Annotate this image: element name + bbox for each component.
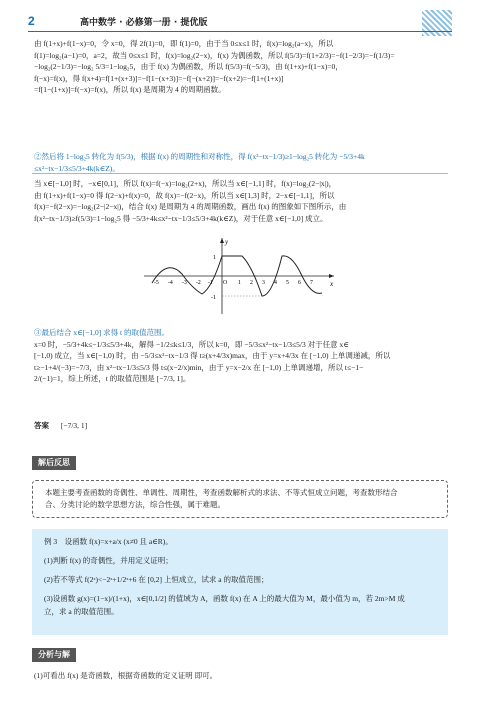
- text-line: 合、分类讨论的数学思想方法，综合性强，属于难题。: [45, 500, 225, 509]
- y-label-1: 1: [213, 255, 216, 261]
- text-line: −log₂(2−1/3)=−log₂ 5/3=1−log₂5，由于 f(x) 为偶函数，所以 f(5/3)=f(−5/3)，由 f(1+x)+f(1−x)=0，: [34, 62, 343, 71]
- text-line: 由 f(1+x)+f(1−x)=0，令 x=0，得 2f(1)=0，即 f(1)=0，由于当 0≤x≤1 时，f(x)=log₂(a−x)，所以: [34, 39, 334, 48]
- text-line: =f[1−(1+x)]=f(−x)=f(x)，所以 f(x) 是周期为 4 的周期函数。: [34, 85, 226, 94]
- svg-text:3: 3: [262, 280, 265, 286]
- x-tick-labels: [154, 280, 313, 286]
- analysis-line: [34, 670, 448, 682]
- text-line: [−1,0) 成立，当 x∈[−1,0) 时，由 −5/3≤x²−tx−1/3 得 t≥(x+4/3x)max，由于 y=x+4/3x 在 [−1,0) 上单调递减，所以: [34, 351, 391, 360]
- header-decoration: [422, 10, 452, 36]
- function-graph: [142, 236, 338, 316]
- page-header: [28, 10, 452, 36]
- svg-text:5: 5: [286, 280, 289, 286]
- example-q3-cont: 立，求 a 的取值范围。: [44, 607, 119, 616]
- y-axis-label: y: [225, 238, 229, 246]
- header-rule: [28, 31, 452, 32]
- svg-text:-4: -4: [168, 280, 173, 286]
- example-q1: (1)判断 f(x) 的奇偶性，并用定义证明；: [44, 556, 173, 565]
- svg-text:1: 1: [238, 280, 241, 286]
- answer-value: [−7/3, 1]: [60, 421, 88, 430]
- text-line: f(−x)=f(x)，得 f(x+4)=f[1+(x+3)]=−f[1−(x+3)]=−f[−(x+2)]=−f(x+2)=−f[1+(1+x)]: [34, 73, 284, 83]
- answer-label: 答案: [34, 421, 49, 430]
- example-q2: (2)若不等式 f(2ˣ)<−2ˣ+1/2ˣ+6 在 [0,2] 上恒成立，试求 a 的取值范围；: [44, 575, 269, 584]
- analysis-tag: 分析与解: [32, 648, 76, 662]
- text-line: x=0 时，−5/3+4k≤−1/3≤5/3+4k，解得 −1/2≤k≤1/3，所以 k=0，即 −5/3≤x²−tx−1/3≤5/3 对于任意 x∈: [34, 339, 349, 349]
- text-line: t≥−1+4/(−3)=−7/3，由 x²−tx−1/3≤5/3 得 t≤(x−2/x)min，由于 y=x−2/x 在 [−1,0) 上单调递增，所以 t≤−1−: [34, 362, 364, 372]
- svg-text:-1: -1: [208, 280, 213, 286]
- text-line: f(x)=−f(2−x)=−log₂(2−|2−x|)，结合 f(x) 是周期为 4 的周期函数，画出 f(x) 的图象如下图所示，由: [34, 202, 347, 211]
- svg-text:-2: -2: [196, 280, 201, 286]
- paragraph-2: [34, 151, 448, 174]
- text-line: f(1)=log₂(a−1)=0，a=2，故当 0≤x≤1 时，f(x)=log₂(2−x)，f(x) 为偶函数，所以 f(5/3)=f(1+2/3)=−f(1−2/3)=−f(1/3)=: [34, 50, 395, 60]
- svg-text:6: 6: [298, 280, 301, 286]
- text-line: (1)可看出 f(x) 是奇函数，根据奇函数的定义证明 即可。: [34, 671, 218, 680]
- svg-text:O: O: [223, 280, 228, 286]
- y-arrow: [220, 238, 224, 243]
- text-line: ③最后结合 x∈[−1,0] 求得 t 的取值范围。: [34, 328, 169, 337]
- page-number: 2: [28, 14, 35, 28]
- text-line: 由 f(1+x)+f(1−x)=0 得 f(2−x)+f(x)=0，故 f(x)=−f(2−x)，所以当 x∈[1,3] 时，2−x∈[−1,1]，所以: [34, 190, 335, 200]
- reflection-box: [32, 480, 448, 518]
- text-line: 本题主要考查函数的奇偶性、单调性、周期性，考查函数解析式的求法、不等式恒成立问题，考查数形结合: [45, 488, 398, 497]
- text-line: f(x²−tx−1/3)≥f(5/3)=1−log₂5 得 −5/3+4k≤x²−tx−1/3≤5/3+4k(k∈Z)，对于任意 x∈[−1,0] 成立。: [34, 213, 328, 223]
- book-title: 高中数学 · 必修第一册 · 提优版: [80, 18, 208, 28]
- paragraph-3: [34, 178, 448, 224]
- reflection-tag: 解后反思: [32, 456, 76, 470]
- example-title: 例 3 设函数 f(x)=x+a/x (x≠0 且 a∈R)。: [44, 537, 173, 546]
- x-axis-label: x: [330, 280, 334, 288]
- example-box: [32, 529, 448, 635]
- text-line: ②然后将 1−log₂5 转化为 f(5/3)，根据 f(x) 的周期性和对称性，得 f(x²−tx−1/3)≥1−log₂5 转化为 −5/3+4k: [34, 152, 365, 161]
- svg-text:7: 7: [310, 280, 313, 286]
- text-line: 当 x∈[−1,0] 时，−x∈[0,1]，所以 f(x)=f(−x)=log₂(2+x)，所以当 x∈[−1,1] 时，f(x)=log₂(2−|x|)，: [34, 179, 337, 188]
- svg-text:4: 4: [274, 280, 277, 286]
- answer-line: [34, 420, 448, 432]
- text-line: ≤x²−tx−1/3≤5/3+4k(k∈Z)。: [34, 163, 120, 173]
- example-q3: (3)设函数 g(x)=(1−x)/(1+x)，x∈[0,1/2] 的值域为 A，函数 f(x) 在 A 上的最大值为 M，最小值为 m，若 2m>M 成: [44, 594, 405, 603]
- svg-text:-5: -5: [154, 280, 159, 286]
- paragraph-1: [34, 38, 448, 96]
- paragraph-4: [34, 327, 448, 385]
- svg-text:-3: -3: [182, 280, 187, 286]
- svg-text:2: 2: [250, 280, 253, 286]
- y-label-neg1: -1: [211, 295, 216, 301]
- text-line: 2/(−1)=1，综上所述，t 的取值范围是 [−7/3, 1]。: [34, 374, 191, 383]
- x-arrow: [329, 274, 334, 278]
